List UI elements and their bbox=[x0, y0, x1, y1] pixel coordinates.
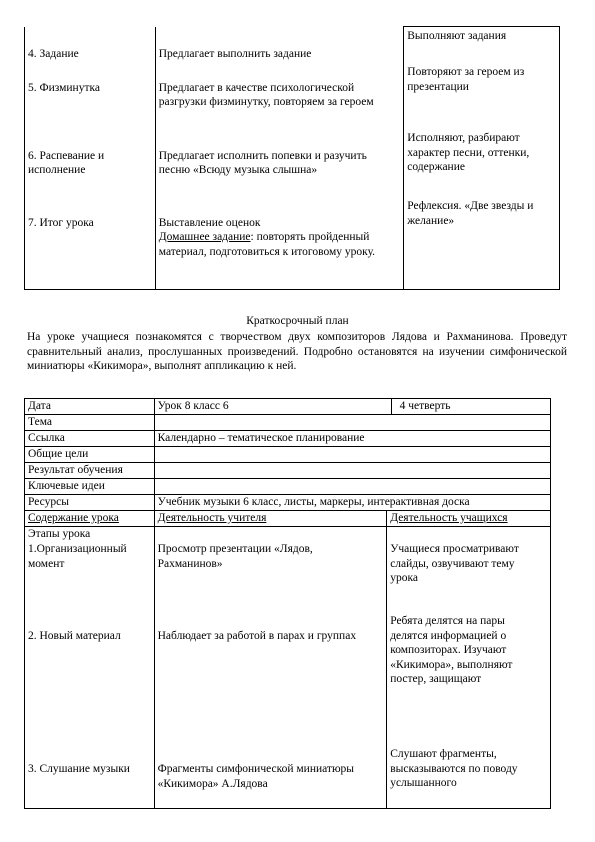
students-2: Ребята делятся на пары делятся информацией о композиторах. Изучают «Кикимора», выполняют постер, защищают bbox=[390, 615, 513, 685]
stages-column bbox=[25, 527, 155, 809]
students-3: Слушают фрагменты, высказываются по поводу услышанного bbox=[390, 748, 518, 789]
intro-paragraph: На уроке учащиеся познакомятся с творчеством двух композиторов Лядова и Рахманинова. Проведут сравнительный анализ, прослушанных произведений. Подробно остановятся на изучении симфонической миниатюры «Кикимора», выполнят аппликацию к ней. bbox=[27, 331, 567, 372]
homework-text bbox=[159, 230, 399, 259]
link-label: Ссылка bbox=[25, 431, 155, 447]
homework-body: : повторять пройденный материал, подготовиться к итоговому уроку. bbox=[158, 231, 376, 258]
page-title: Краткосрочный план bbox=[246, 315, 349, 327]
stage-3: 3. Слушание музыки bbox=[28, 763, 130, 775]
teacher-5: Предлагает в качестве психологической разгрузки физминутку, повторяем за героем bbox=[158, 81, 374, 108]
stage-5: 5. Физминутка bbox=[28, 81, 100, 94]
grading-text: Выставление оценок bbox=[158, 216, 261, 229]
students-column bbox=[404, 27, 560, 290]
resources-label: Ресурсы bbox=[25, 495, 155, 511]
quarter-info: 4 четверть bbox=[399, 400, 451, 412]
homework-label: Домашнее задание bbox=[158, 231, 251, 243]
plan-table bbox=[24, 398, 551, 809]
header-content: Содержание урока bbox=[25, 511, 155, 527]
teacher-7 bbox=[159, 216, 399, 260]
stage-column bbox=[25, 27, 156, 290]
stage-7: 7. Итог урока bbox=[28, 216, 94, 229]
teacher-activity-column bbox=[154, 527, 387, 809]
teacher-column bbox=[155, 27, 404, 290]
students-head: Выполняют задания bbox=[407, 30, 507, 42]
result-value bbox=[154, 463, 550, 479]
link-value: Календарно – тематическое планирование bbox=[154, 431, 550, 447]
stage-4: 4. Задание bbox=[28, 47, 79, 60]
students-1: Учащиеся просматривают слайды, озвучивают тему урока bbox=[390, 543, 519, 584]
teacher-6: Предлагает исполнить попевки и разучить песню «Всюду музыка слышна» bbox=[158, 149, 367, 176]
date-row bbox=[154, 399, 550, 415]
students-7: Рефлексия. «Две звезды и желание» bbox=[407, 200, 534, 227]
result-label: Результат обучения bbox=[25, 463, 155, 479]
stage-1: 1.Организационный момент bbox=[28, 543, 127, 570]
goals-value bbox=[154, 447, 550, 463]
students-activity-column bbox=[387, 527, 551, 809]
stage-2: 2. Новый материал bbox=[28, 630, 121, 642]
teacher-2: Наблюдает за работой в парах и группах bbox=[157, 630, 357, 642]
ideas-label: Ключевые идеи bbox=[25, 479, 155, 495]
header-students: Деятельность учащихся bbox=[387, 511, 551, 527]
goals-label: Общие цели bbox=[25, 447, 155, 463]
stages-label: Этапы урока bbox=[28, 528, 91, 540]
teacher-3: Фрагменты симфонической миниатюры «Кикимора» А.Лядова bbox=[157, 763, 355, 790]
top-lesson-table bbox=[24, 26, 560, 290]
theme-label: Тема bbox=[25, 415, 155, 431]
header-teacher: Деятельность учителя bbox=[154, 511, 387, 527]
resources-value: Учебник музыки 6 класс, листы, маркеры, интерактивная доска bbox=[154, 495, 550, 511]
theme-value bbox=[154, 415, 550, 431]
students-6: Исполняют, разбирают характер песни, оттенки, содержание bbox=[407, 132, 530, 173]
date-label: Дата bbox=[25, 399, 155, 415]
lesson-info: Урок 8 класс 6 bbox=[155, 399, 392, 414]
ideas-value bbox=[154, 479, 550, 495]
teacher-4: Предлагает выполнить задание bbox=[158, 47, 312, 60]
teacher-1: Просмотр презентации «Лядов, Рахманинов» bbox=[157, 543, 313, 570]
stage-6: 6. Распевание и исполнение bbox=[28, 149, 105, 176]
students-5: Повторяют за героем из презентации bbox=[407, 66, 525, 93]
